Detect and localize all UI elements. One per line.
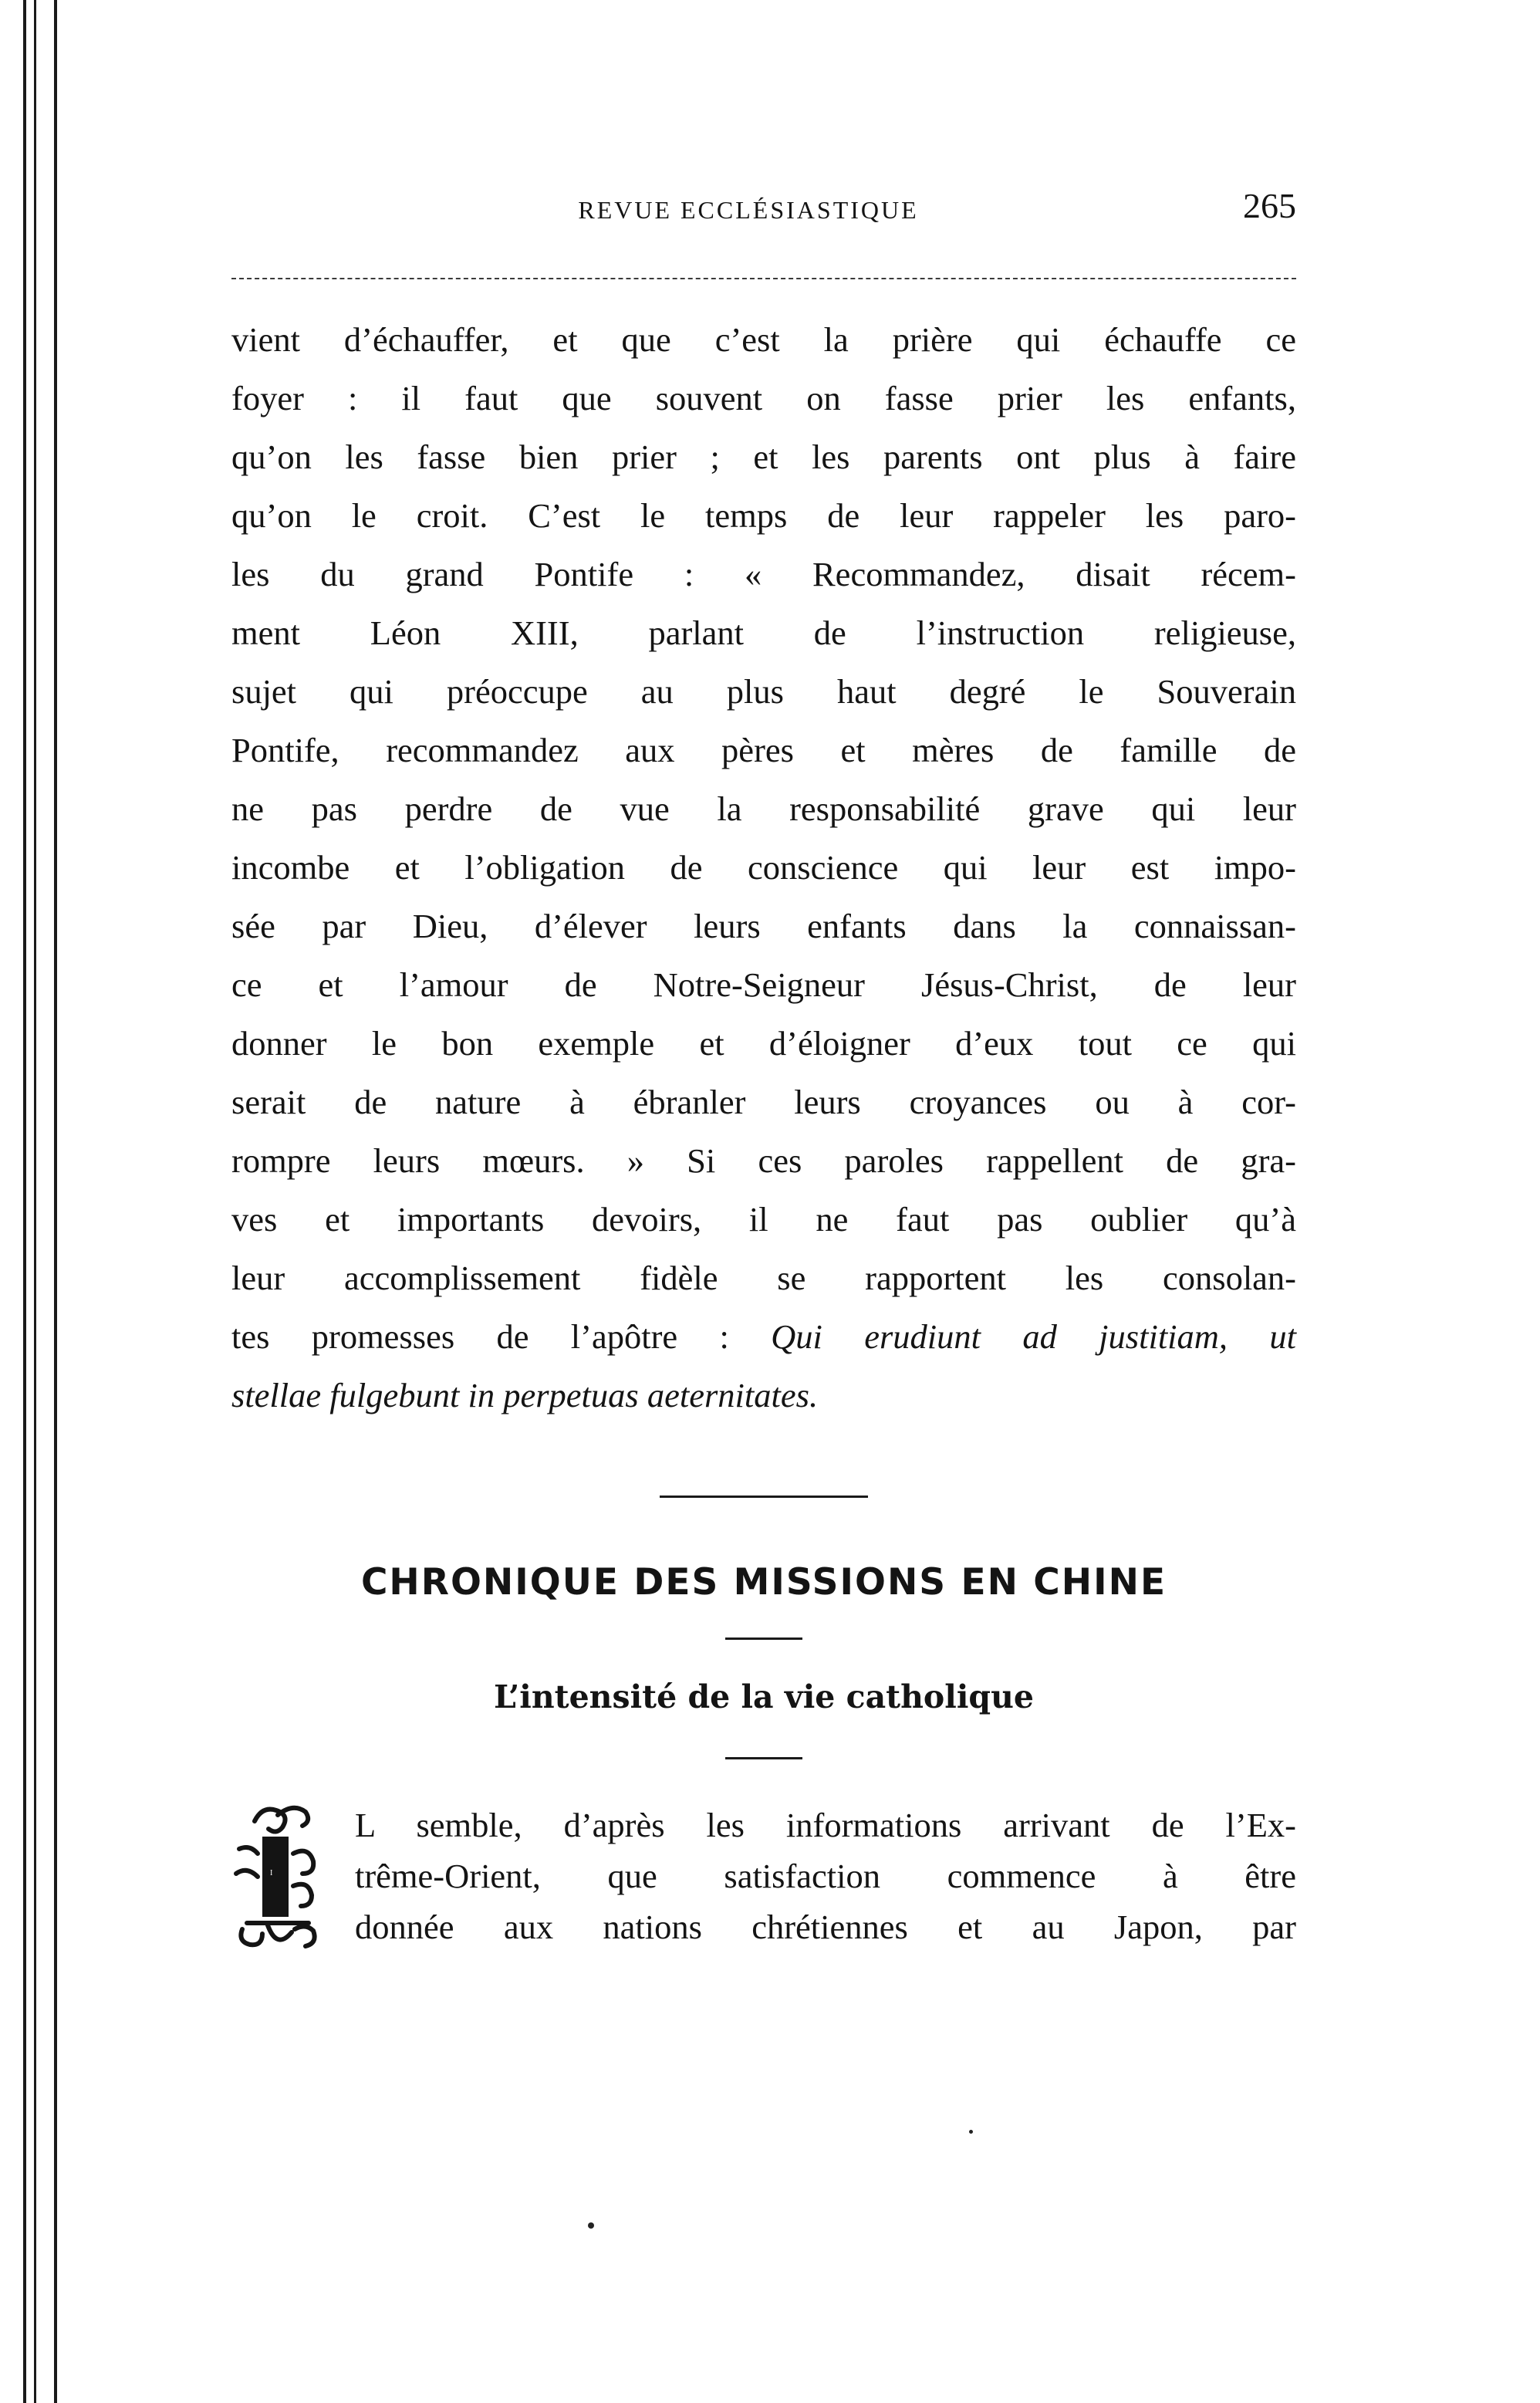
text-line: ne pas perdre de vue la responsabilité grave qui leur bbox=[231, 789, 1296, 828]
text-line-prefix: tes promesses de l’apôtre : bbox=[231, 1317, 772, 1356]
page-number: 265 bbox=[1243, 186, 1296, 225]
section-separator-rule bbox=[660, 1496, 868, 1498]
opening-paragraph bbox=[231, 1800, 1296, 1952]
dropcap-letter: I bbox=[270, 1869, 273, 1877]
text-line: donnée aux nations chrétiennes et au Japon, par bbox=[355, 1908, 1296, 1946]
text-line bbox=[231, 1307, 1296, 1366]
text-line: sée par Dieu, d’élever leurs enfants dans la connaissan- bbox=[231, 907, 1296, 945]
text-line: Pontife, recommandez aux pères et mères de famille de bbox=[231, 731, 1296, 769]
text-line: foyer : il faut que souvent on fasse prier les enfants, bbox=[231, 379, 1296, 417]
text-line: vient d’échauffer, et que c’est la prière qui échauffe ce bbox=[231, 320, 1296, 359]
text-line: les du grand Pontife : « Recommandez, disait récem- bbox=[231, 555, 1296, 593]
text-line: qu’on les fasse bien prier ; et les parents ont plus à faire bbox=[231, 438, 1296, 476]
text-line: leur accomplissement fidèle se rapportent les consolan- bbox=[231, 1259, 1296, 1297]
latin-quote: stellae fulgebunt in perpetuas aeternitates. bbox=[231, 1376, 819, 1414]
text-line: ment Léon XIII, parlant de l’instruction religieuse, bbox=[231, 613, 1296, 652]
binding-edge-line bbox=[34, 0, 36, 2403]
section-title: CHRONIQUE DES MISSIONS EN CHINE bbox=[360, 1561, 1167, 1604]
text-line: rompre leurs mœurs. » Si ces paroles rappellent de gra- bbox=[231, 1141, 1296, 1180]
running-header bbox=[231, 185, 1296, 232]
text-line: donner le bon exemple et d’éloigner d’eux tout ce qui bbox=[231, 1024, 1296, 1063]
text-line: incombe et l’obligation de conscience qui leur est impo- bbox=[231, 848, 1296, 887]
text-line: ves et importants devoirs, il ne faut pas oublier qu’à bbox=[231, 1200, 1296, 1239]
ornamental-dropcap-icon bbox=[231, 1800, 323, 1954]
header-rule bbox=[231, 278, 1296, 279]
text-line: sujet qui préoccupe au plus haut degré le Souverain bbox=[231, 672, 1296, 711]
latin-quote: Qui erudiunt ad justitiam, ut bbox=[771, 1317, 1296, 1356]
section-subtitle: L’intensité de la vie catholique bbox=[494, 1678, 1034, 1715]
binding-edge-line bbox=[23, 0, 26, 2403]
ink-speck bbox=[588, 2222, 594, 2229]
text-line: ce et l’amour de Notre-Seigneur Jésus-Christ, de leur bbox=[231, 965, 1296, 1004]
running-title: REVUE ECCLÉSIASTIQUE bbox=[578, 196, 919, 224]
binding-edge-line bbox=[54, 0, 57, 2403]
book-page bbox=[231, 185, 1296, 1952]
body-paragraph bbox=[231, 310, 1296, 1425]
text-line: L semble, d’après les informations arrivant de l’Ex- bbox=[355, 1806, 1296, 1844]
text-line bbox=[231, 1366, 1296, 1425]
text-line: trême-Orient, que satisfaction commence à être bbox=[355, 1857, 1296, 1895]
subtitle-rule bbox=[725, 1757, 802, 1759]
text-line: serait de nature à ébranler leurs croyances ou à cor- bbox=[231, 1083, 1296, 1121]
ink-speck bbox=[969, 2130, 973, 2134]
text-line: qu’on le croit. C’est le temps de leur rappeler les paro- bbox=[231, 496, 1296, 535]
title-rule bbox=[725, 1637, 802, 1640]
